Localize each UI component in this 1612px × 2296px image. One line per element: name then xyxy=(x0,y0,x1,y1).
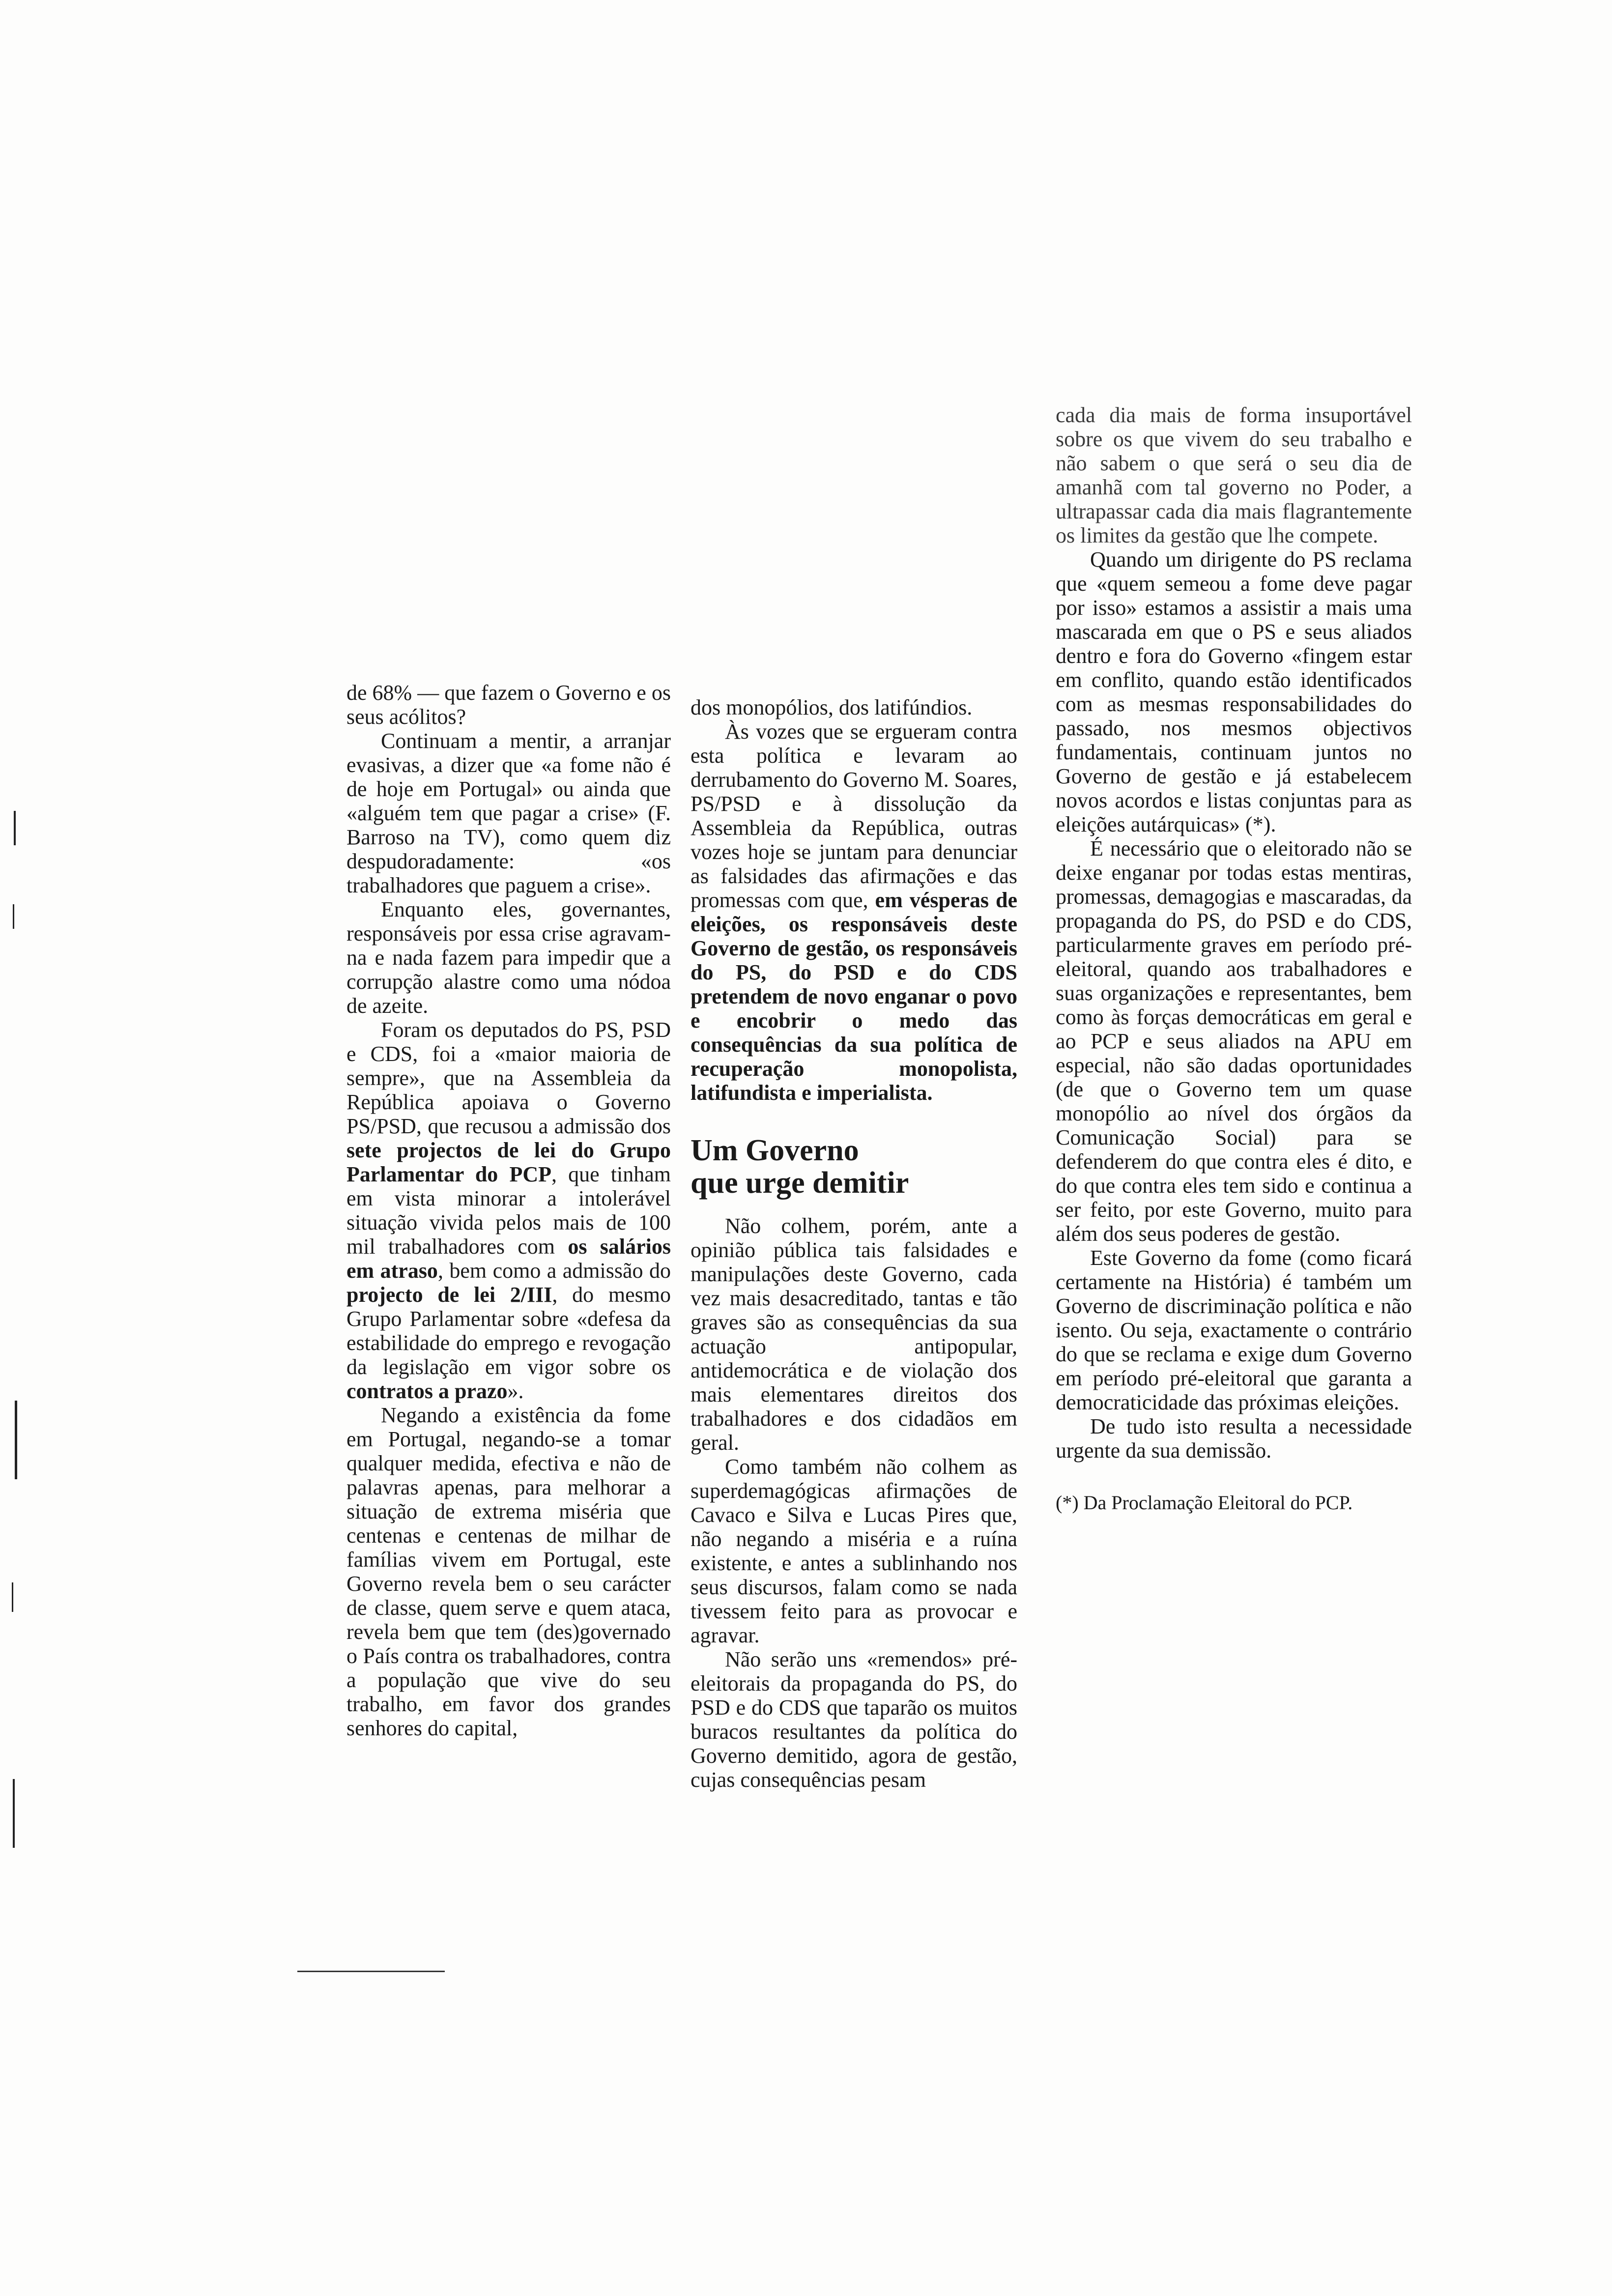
paragraph-text: , do mesmo Grupo Parlamentar sobre «defesa da estabilidade do emprego e revogação da legislação em vigor sobre os xyxy=(346,1283,671,1379)
paragraph xyxy=(691,719,1017,1105)
scan-artifact xyxy=(14,811,16,845)
paragraph: dos monopólios, dos latifúndios. xyxy=(691,695,973,719)
column-end-rule xyxy=(297,1971,445,1972)
paragraph: Como também não colhem as superdemagógicas afirmações de Cavaco e Silva e Lucas Pires que, não negando a miséria e a ruína existente, e antes a sublinhando nos seus discursos, falam como se nada tivessem feito para as provocar e agravar. xyxy=(691,1455,1017,1647)
text-column-1 xyxy=(346,681,671,1740)
paragraph xyxy=(346,1018,671,1403)
paragraph: De tudo isto resulta a necessidade urgente da sua demissão. xyxy=(1056,1414,1412,1463)
scan-artifact xyxy=(15,1401,17,1479)
paragraph: de 68% — que fazem o Governo e os seus acólitos? xyxy=(346,681,671,729)
paragraph: É necessário que o eleitorado não se deixe enganar por todas estas mentiras, promessas, demagogias e mascaradas, da propaganda do PS, do PSD e do CDS, particularmente graves em período pré-eleitoral, quando aos trabalhadores e suas organizações e representantes, bem como às forças democráticas em geral e ao PCP e seus aliados na APU em especial, não são dadas oportunidades (de que o Governo tem um quase monopólio ao nível dos órgãos da Comunicação Social) para se defenderem do que contra eles é dito, e do que contra eles tem sido e continua a ser feito, por este Governo, muito para além dos seus poderes de gestão. xyxy=(1056,836,1412,1246)
paragraph-text: , que tinham em vista minorar a intolerável situação vivida pelos mais de 100 mil trabalhadores com xyxy=(346,1162,671,1259)
paragraph: Não serão uns «remendos» pré-eleitorais da propaganda do PS, do PSD e do CDS que taparão os muitos buracos resultantes da política do Governo demitido, agora de gestão, cujas consequências pesam xyxy=(691,1647,1017,1792)
paragraph: Enquanto eles, governantes, responsáveis por essa crise agravam-na e nada fazem para impedir que a corrupção alastre como uma nódoa de azeite. xyxy=(346,897,671,1018)
paragraph: Negando a existência da fome em Portugal, negando-se a tomar qualquer medida, efectiva e não de palavras apenas, para melhorar a situação de extrema miséria que centenas e centenas de milhar de famílias vivem em Portugal, este Governo revela bem o seu carácter de classe, quem serve e quem ataca, revela bem que tem (des)governado o País contra os trabalhadores, contra a população que vive do seu trabalho, em favor dos grandes senhores do capital, xyxy=(346,1403,671,1740)
bold-text: em vésperas de eleições, os responsáveis deste Governo de gestão, os responsáveis do PS, do PSD e do CDS pretendem de novo enganar o povo e encobrir o medo das consequências da sua política de recuperação monopolista, latifundista e imperialista. xyxy=(691,888,1017,1105)
bold-text: sete projectos de lei do Grupo Parlamentar do PCP xyxy=(346,1138,671,1186)
bold-text: os salários em atraso xyxy=(346,1234,671,1283)
paragraph-text: , bem como a admissão do xyxy=(437,1259,671,1283)
bold-text: contratos a prazo xyxy=(346,1379,508,1403)
footnote: (*) Da Proclamação Eleitoral do PCP. xyxy=(1056,1492,1353,1514)
bold-text: projecto de lei 2/III xyxy=(346,1283,552,1307)
paragraph: cada dia mais de forma insuportável sobre os que vivem do seu trabalho e não sabem o que será o seu dia de amanhã com tal governo no Poder, a ultrapassar cada dia mais flagrantemente os limites da gestão que lhe compete. xyxy=(1056,403,1412,547)
paragraph: Não colhem, porém, ante a opinião pública tais falsidades e manipulações deste Governo, cada vez mais desacreditado, tantas e tão graves são as consequências da sua actuação antipopular, antidemocrática e de violação dos mais elementares direitos dos trabalhadores e dos cidadãos em geral. xyxy=(691,1214,1017,1455)
section-heading-line: Um Governo xyxy=(691,1134,859,1167)
text-column-3 xyxy=(1056,403,1412,1514)
paragraph: Este Governo da fome (como ficará certamente na História) é também um Governo de discriminação política e não isento. Ou seja, exactamente o contrário do que se reclama e exige dum Governo em período pré-eleitoral que garanta a democraticidade das próximas eleições. xyxy=(1056,1246,1412,1414)
scan-artifact xyxy=(13,904,14,929)
paragraph-text: Às vozes que se ergueram contra esta política e levaram ao derrubamento do Governo M. Soares, PS/PSD e à dissolução da Assembleia da República, outras vozes hoje se juntam para denunciar as falsidades das afirmações e das promessas com que, xyxy=(691,719,1017,912)
paragraph-text: ». xyxy=(507,1379,524,1403)
text-column-2 xyxy=(691,695,1017,1792)
scan-artifact xyxy=(13,1779,15,1848)
paragraph-text: Foram os deputados do PS, PSD e CDS, foi a «maior maioria de sempre», que na Assembleia da República apoiava o Governo PS/PSD, que recusou a admissão dos xyxy=(346,1018,671,1138)
section-heading-line: que urge demitir xyxy=(691,1166,909,1200)
scan-artifact xyxy=(12,1582,13,1612)
section-heading xyxy=(691,1134,1017,1199)
paragraph: Continuam a mentir, a arranjar evasivas, a dizer que «a fome não é de hoje em Portugal» ou ainda que «alguém tem que pagar a crise» (F. Barroso na TV), como quem diz despudoradamente: «os trabalhadores que paguem a crise». xyxy=(346,729,671,897)
paragraph: Quando um dirigente do PS reclama que «quem semeou a fome deve pagar por isso» estamos a assistir a mais uma mascarada em que o PS e seus aliados dentro e fora do Governo «fingem estar em conflito, quando estão identificados com as mesmas responsabilidades do passado, nos mesmos objectivos fundamentais, continuam juntos no Governo de gestão e já estabelecem novos acordos e listas conjuntas para as eleições autárquicas» (*). xyxy=(1056,547,1412,836)
